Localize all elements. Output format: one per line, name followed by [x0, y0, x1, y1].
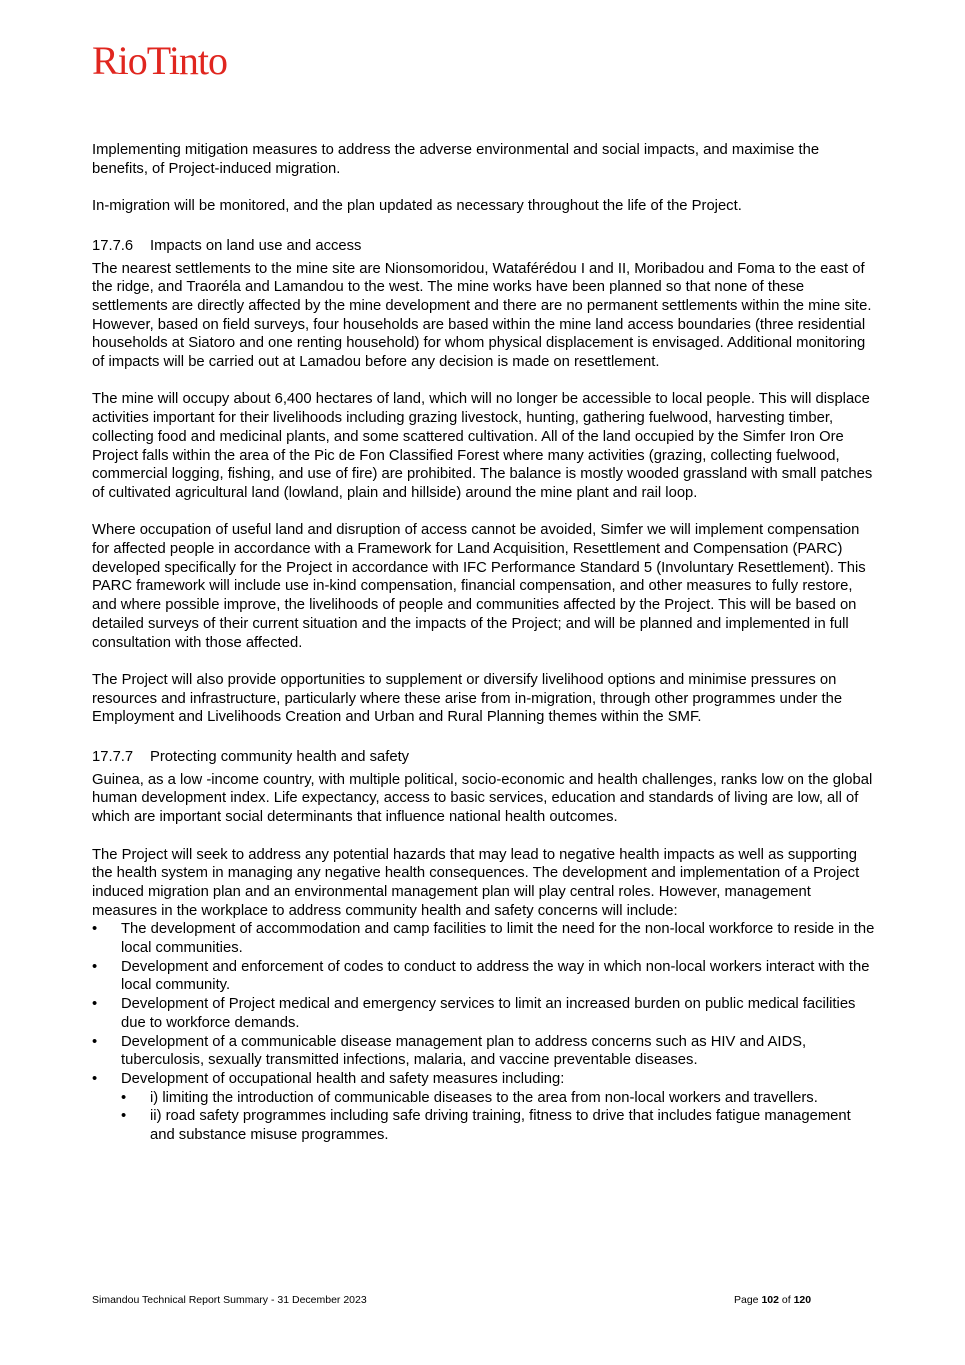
page-current: 102 — [761, 1294, 779, 1306]
land-paragraph-4: The Project will also provide opportunities to supplement or diversify livelihood options and minimise pressures on resources and infrastructure, particularly where these arise from in-migration, through other programmes under the Employment and Livelihoods Creation and Urban and Rural Planning themes within the SMF. — [92, 671, 843, 726]
list-item: • Development and enforcement of codes to conduct to address the way in which non-local workers interact with the local community. — [92, 958, 878, 995]
sub-list-item: • i) limiting the introduction of communicable diseases to the area from non-local workers and travellers. — [121, 1089, 878, 1108]
page-prefix: Page — [734, 1294, 759, 1306]
section-heading-17-7-6 — [92, 237, 878, 256]
page-body — [92, 141, 878, 1145]
section-number: 17.7.7 — [92, 749, 134, 766]
land-paragraph-3: Where occupation of useful land and disruption of access cannot be avoided, Simfer we will implement compensation for affected people in accordance with a Framework for Land Acquisition, Resettlement and Compensation (PARC) developed specifically for the Project in accordance with IFC Performance Standard 5 (Involuntary Resettlement). This PARC framework will include use in-kind compensation, financial compensation, and other measures to fully restore, and where possible improve, the livelihoods of people and communities affected by the Project. This will be based on detailed surveys of their current situation and the impacts of the Project; and will be planned and implemented in full consultation with those affected. — [92, 522, 866, 651]
land-paragraph-1: The nearest settlements to the mine site are Nionsomoridou, Wataférédou I and II, Moribadou and Foma to the east of the ridge, and Traoréla and Lamandou to the west. The mine works have been planned so that none of these settlements are directly affected by the mine development and there are no permanent settlements within the mine site. However, based on field surveys, four households are based within the mine land access boundaries (three residential households at Siatoro and one renting household) for whom physical displacement is envisaged. Additional monitoring of impacts will be carried out at Lamadou before any decision is made on resettlement. — [92, 260, 872, 371]
list-item: • The development of accommodation and camp facilities to limit the need for the non-local workforce to reside in the local communities. — [92, 920, 878, 957]
footer-page-number — [734, 1294, 811, 1306]
page-of: of — [781, 1294, 791, 1306]
sub-list-item: • ii) road safety programmes including safe driving training, fitness to drive that includes fatigue management and substance misuse programmes. — [121, 1107, 878, 1144]
health-measures-list — [92, 920, 878, 1144]
list-item-text: Development of occupational health and safety measures including: — [121, 1070, 565, 1087]
section-title: Protecting community health and safety — [150, 749, 410, 766]
health-paragraph-1: Guinea, as a low -income country, with multiple political, socio-economic and health challenges, ranks low on the global human development index. Life expectancy, access to basic services, education and standards of living are low, all of which are important social determinants that influence national health outcomes. — [92, 771, 873, 826]
list-item — [92, 1070, 878, 1145]
intro-paragraph-2: In-migration will be monitored, and the plan updated as necessary throughout the life of the Project. — [92, 198, 742, 215]
page-total: 120 — [793, 1294, 812, 1306]
footer-report-title: Simandou Technical Report Summary - 31 December 2023 — [92, 1294, 367, 1306]
health-paragraph-2: The Project will seek to address any potential hazards that may lead to negative health impacts as well as supporting the health system in managing any negative health consequences. The development and implementation of a Project induced migration plan and an environmental management plan will play central roles. However, management measures in the workplace to address community health and safety concerns will include: — [92, 846, 860, 919]
section-number: 17.7.6 — [92, 237, 134, 254]
section-title: Impacts on land use and access — [150, 237, 362, 254]
ohs-sub-list — [121, 1089, 878, 1145]
rio-tinto-logo: RioTinto — [92, 38, 228, 83]
section-heading-17-7-7 — [92, 748, 878, 767]
land-paragraph-2: The mine will occupy about 6,400 hectares of land, which will no longer be accessible to local people. This will displace activities important for their livelihoods including grazing livestock, hunting, gathering fuelwood, harvesting timber, collecting food and medicinal plants, and some scattered cultivation. All of the land occupied by the Simfer Iron Ore Project falls within the area of the Pic de Fon Classified Forest where many activities (grazing, collecting fuelwood, commercial logging, fishing, and use of fire) are prohibited. The balance is mostly wooded grassland with small patches of cultivated agricultural land (lowland, plain and hillside) around the mine plant and rail loop. — [92, 391, 873, 501]
list-item: • Development of a communicable disease management plan to address concerns such as HIV and AIDS, tuberculosis, sexually transmitted infections, malaria, and vaccine preventable diseases. — [92, 1033, 878, 1070]
list-item: • Development of Project medical and emergency services to limit an increased burden on public medical facilities due to workforce demands. — [92, 995, 878, 1032]
intro-paragraph-1: Implementing mitigation measures to address the adverse environmental and social impacts, and maximise the benefits, of Project-induced migration. — [92, 142, 820, 177]
